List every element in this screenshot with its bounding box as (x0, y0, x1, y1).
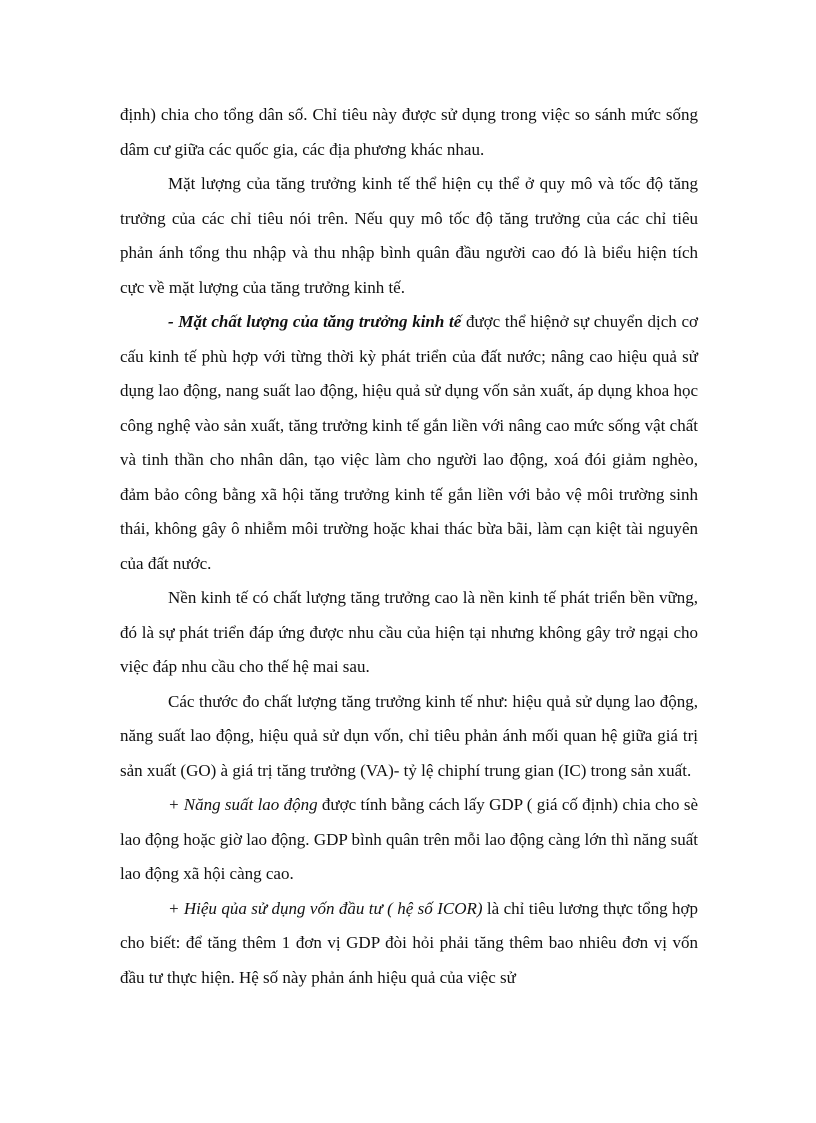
paragraph-quality-aspect (120, 305, 698, 581)
paragraph-sustainable-economy: Nền kinh tế có chất lượng tăng trưởng cao là nền kinh tế phát triển bền vững, đó là sự phát triển đáp ứng được nhu cầu của hiện tại nhưng không gây trở ngại cho việc đáp nhu cầu cho thế hệ mai sau. (120, 588, 698, 676)
paragraph-quantity-aspect: Mặt lượng của tăng trưởng kinh tế thể hiện cụ thể ở quy mô và tốc độ tăng trưởng của các chỉ tiêu nói trên. Nếu quy mô tốc độ tăng trưởng của các chỉ tiêu phản ánh tổng thu nhập và thu nhập bình quân đầu người cao đó là biểu hiện tích cực về mặt lượng của tăng trưởng kinh tế. (120, 174, 698, 297)
paragraph-gdp-per-capita: định) chia cho tổng dân số. Chỉ tiêu này được sử dụng trong việc so sánh mức sống dâm cư giữa các quốc gia, các địa phương khác nhau. (120, 105, 698, 159)
heading-quality-of-growth: - Mặt chất lượng của tăng trưởng kinh tế (168, 312, 462, 331)
heading-labor-productivity: + Năng suất lao động (168, 795, 318, 814)
paragraph-labor-productivity (120, 788, 698, 892)
paragraph-labor-productivity-body: được tính bằng cách lấy GDP ( giá cố định) chia cho sè lao động hoặc giờ lao động. GDP bình quân trên mỗi lao động càng lớn thì năng suất lao động xã hội càng cao. (120, 795, 699, 883)
paragraph-icor-body: là chỉ tiêu lương thực tổng hợp cho biết: để tăng thêm 1 đơn vị GDP đòi hỏi phải tăng thêm bao nhiêu đơn vị vốn đầu tư thực hiện. Hệ số này phản ánh hiệu quả của việc sử (120, 898, 699, 987)
heading-icor: + Hiệu qủa sử dụng vốn đầu tư ( hệ số ICOR) (168, 898, 483, 918)
document-page (120, 98, 698, 995)
paragraph-icor (120, 892, 698, 996)
paragraph-quality-aspect-body: được thể hiệnở sự chuyển dịch cơ cấu kinh tế phù hợp với từng thời kỳ phát triển của đất nước; nâng cao hiệu quả sử dụng lao động, nang suất lao động, hiệu quả sử dụng vốn sản xuất, áp dụng khoa học công nghệ vào sản xuất, tăng trưởng kinh tế gắn liền với nâng cao mức sống vật chất và tinh thần cho nhân dân, tạo việc làm cho người lao động, xoá đói giảm nghèo, đảm bảo công bằng xã hội tăng trưởng kinh tế gắn liền với bảo vệ môi trường sinh thái, không gây ô nhiễm môi trường hoặc khai thác bừa bãi, làm cạn kiệt tài nguyên của đất nước. (120, 312, 698, 573)
paragraph-quality-measures: Các thước đo chất lượng tăng trưởng kinh tế như: hiệu quả sử dụng lao động, năng suất lao động, hiệu quả sử dụn vốn, chỉ tiêu phản ánh mối quan hệ giữa giá trị sản xuất (GO) à giá trị tăng trưởng (VA)- tỷ lệ chiphí trung gian (IC) trong sản xuất. (120, 691, 698, 780)
